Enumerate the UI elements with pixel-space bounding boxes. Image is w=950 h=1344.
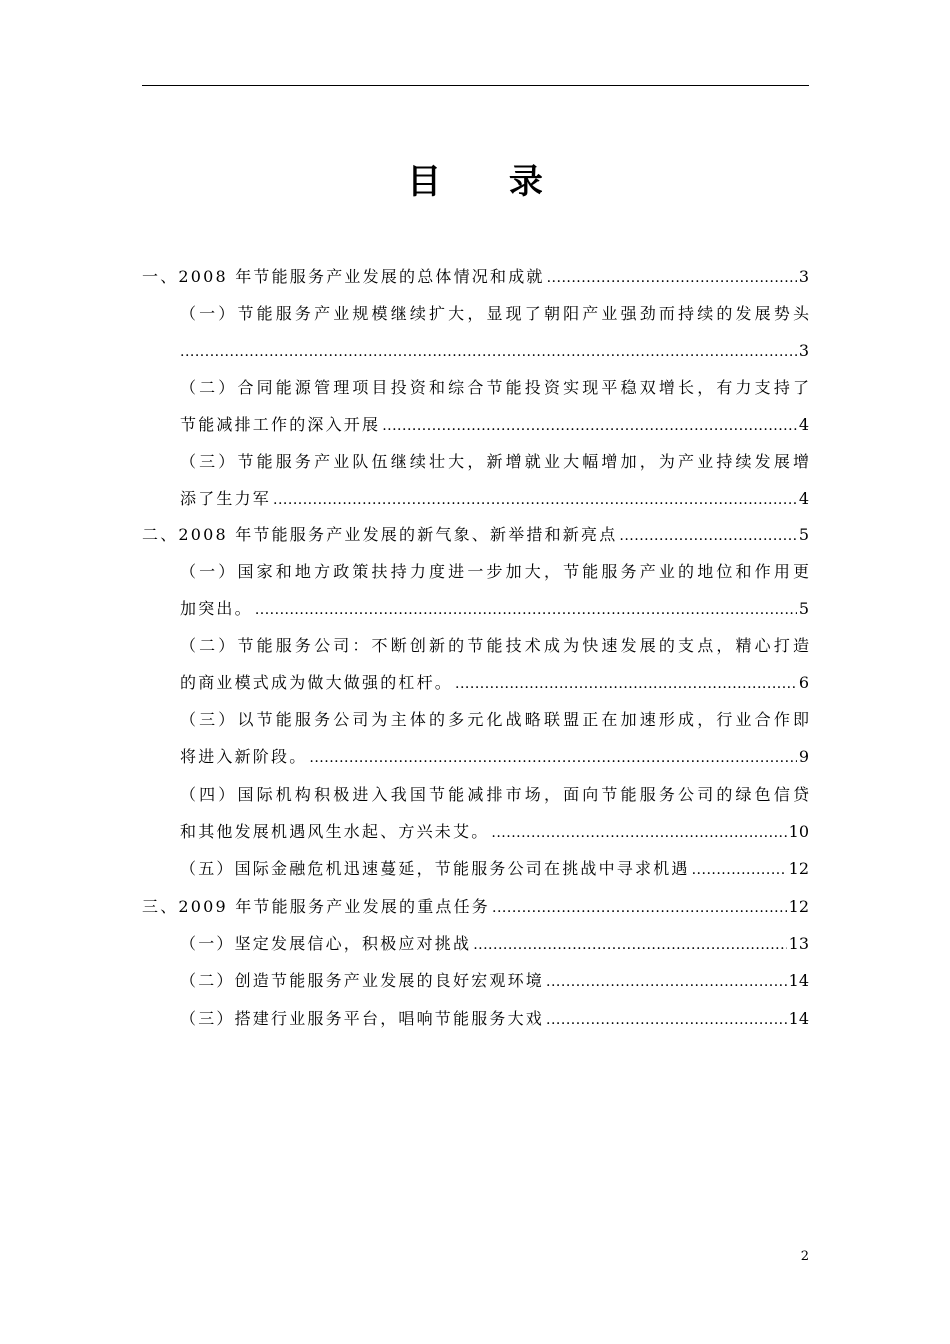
toc-entry-continuation[interactable]: [180, 336, 809, 366]
toc-entry[interactable]: [180, 966, 809, 996]
toc-page-number: 10: [788, 822, 809, 841]
toc-entry[interactable]: [180, 447, 809, 477]
toc-page-number: 5: [798, 525, 809, 544]
toc-leader: [382, 411, 797, 441]
toc-entry-continuation[interactable]: [180, 594, 809, 624]
toc-entry-continuation[interactable]: [180, 742, 809, 772]
page-number: 2: [800, 1249, 809, 1264]
toc-leader: [492, 893, 787, 923]
toc-page-number: 9: [798, 747, 809, 766]
toc-page-number: 4: [798, 489, 809, 508]
toc-page-number: 3: [798, 341, 809, 360]
toc-page-number: 5: [798, 599, 809, 618]
toc-entry-text: （三）以节能服务公司为主体的多元化战略联盟正在加速形成，行业合作即: [180, 710, 809, 729]
toc-entry-text: （三）节能服务产业队伍继续壮大，新增就业大幅增加，为产业持续发展增: [180, 452, 809, 471]
toc-leader: [546, 967, 787, 997]
toc-entry-text: 的商业模式成为做大做强的杠杆。: [180, 673, 454, 692]
toc-entry-text: （五）国际金融危机迅速蔓延，节能服务公司在挑战中寻求机遇: [180, 859, 690, 878]
toc-entry-text: 三、2009 年节能服务产业发展的重点任务: [142, 897, 491, 916]
toc-leader: [692, 855, 787, 885]
toc-entry-continuation[interactable]: [180, 817, 809, 847]
toc-page-number: 6: [798, 673, 809, 692]
toc-entry[interactable]: [180, 631, 809, 661]
toc-entry-text: 和其他发展机遇风生水起、方兴未艾。: [180, 822, 490, 841]
toc-leader: [180, 337, 797, 367]
toc-entry[interactable]: [180, 929, 809, 959]
toc-entry[interactable]: [180, 780, 809, 810]
toc-entry-text: （一）节能服务产业规模继续扩大，显现了朝阳产业强劲而持续的发展势头: [180, 304, 809, 323]
toc-entry[interactable]: [180, 299, 809, 329]
toc-entry-text: （二）合同能源管理项目投资和综合节能投资实现平稳双增长，有力支持了: [180, 378, 809, 397]
toc-entry-text: （一）国家和地方政策扶持力度进一步加大，节能服务产业的地位和作用更: [180, 562, 809, 581]
toc-leader: [255, 595, 797, 625]
toc-entry-text: （二）节能服务公司：不断创新的节能技术成为快速发展的支点，精心打造: [180, 636, 809, 655]
toc-entry[interactable]: [180, 373, 809, 403]
toc-entry[interactable]: [142, 262, 809, 292]
toc-page-number: 12: [788, 897, 809, 916]
toc-page-number: 12: [788, 859, 809, 878]
toc-entry-text: 节能减排工作的深入开展: [180, 415, 381, 434]
toc-page-number: 3: [798, 267, 809, 286]
toc-page-number: 13: [788, 934, 809, 953]
toc-entry-text: 二、2008 年节能服务产业发展的新气象、新举措和新亮点: [142, 525, 618, 544]
page-title: 目 录: [407, 162, 571, 202]
toc-entry[interactable]: [142, 892, 809, 922]
toc-leader: [547, 263, 797, 293]
toc-entry-text: （一）坚定发展信心，积极应对挑战: [180, 934, 472, 953]
toc-leader: [309, 743, 796, 773]
toc-entry-text: （三）搭建行业服务平台，唱响节能服务大戏: [180, 1009, 545, 1028]
toc-entry-text: 将进入新阶段。: [180, 747, 308, 766]
toc-entry-continuation[interactable]: [180, 668, 809, 698]
header-rule: [142, 85, 809, 86]
toc-page-number: 4: [798, 415, 809, 434]
toc-entry[interactable]: [142, 520, 809, 550]
toc-leader: [455, 669, 797, 699]
toc-page-number: 14: [788, 1009, 809, 1028]
toc-entry-text: 添了生力军: [180, 489, 272, 508]
toc-entry-text: 一、2008 年节能服务产业发展的总体情况和成就: [142, 267, 545, 286]
toc-entry-text: （二）创造节能服务产业发展的良好宏观环境: [180, 971, 545, 990]
toc-page-number: 14: [788, 971, 809, 990]
toc-leader: [273, 485, 797, 515]
toc-leader: [491, 818, 786, 848]
toc-leader: [546, 1005, 787, 1035]
toc-entry[interactable]: [180, 705, 809, 735]
toc-entry-continuation[interactable]: [180, 410, 809, 440]
toc-leader: [619, 521, 796, 551]
toc-entry[interactable]: [180, 1004, 809, 1034]
toc-entry-text: （四）国际机构积极进入我国节能减排市场，面向节能服务公司的绿色信贷: [180, 785, 809, 804]
toc-entry[interactable]: [180, 557, 809, 587]
toc-entry-text: 加突出。: [180, 599, 253, 618]
toc-leader: [473, 930, 786, 960]
toc-entry[interactable]: [180, 854, 809, 884]
toc-entry-continuation[interactable]: [180, 484, 809, 514]
